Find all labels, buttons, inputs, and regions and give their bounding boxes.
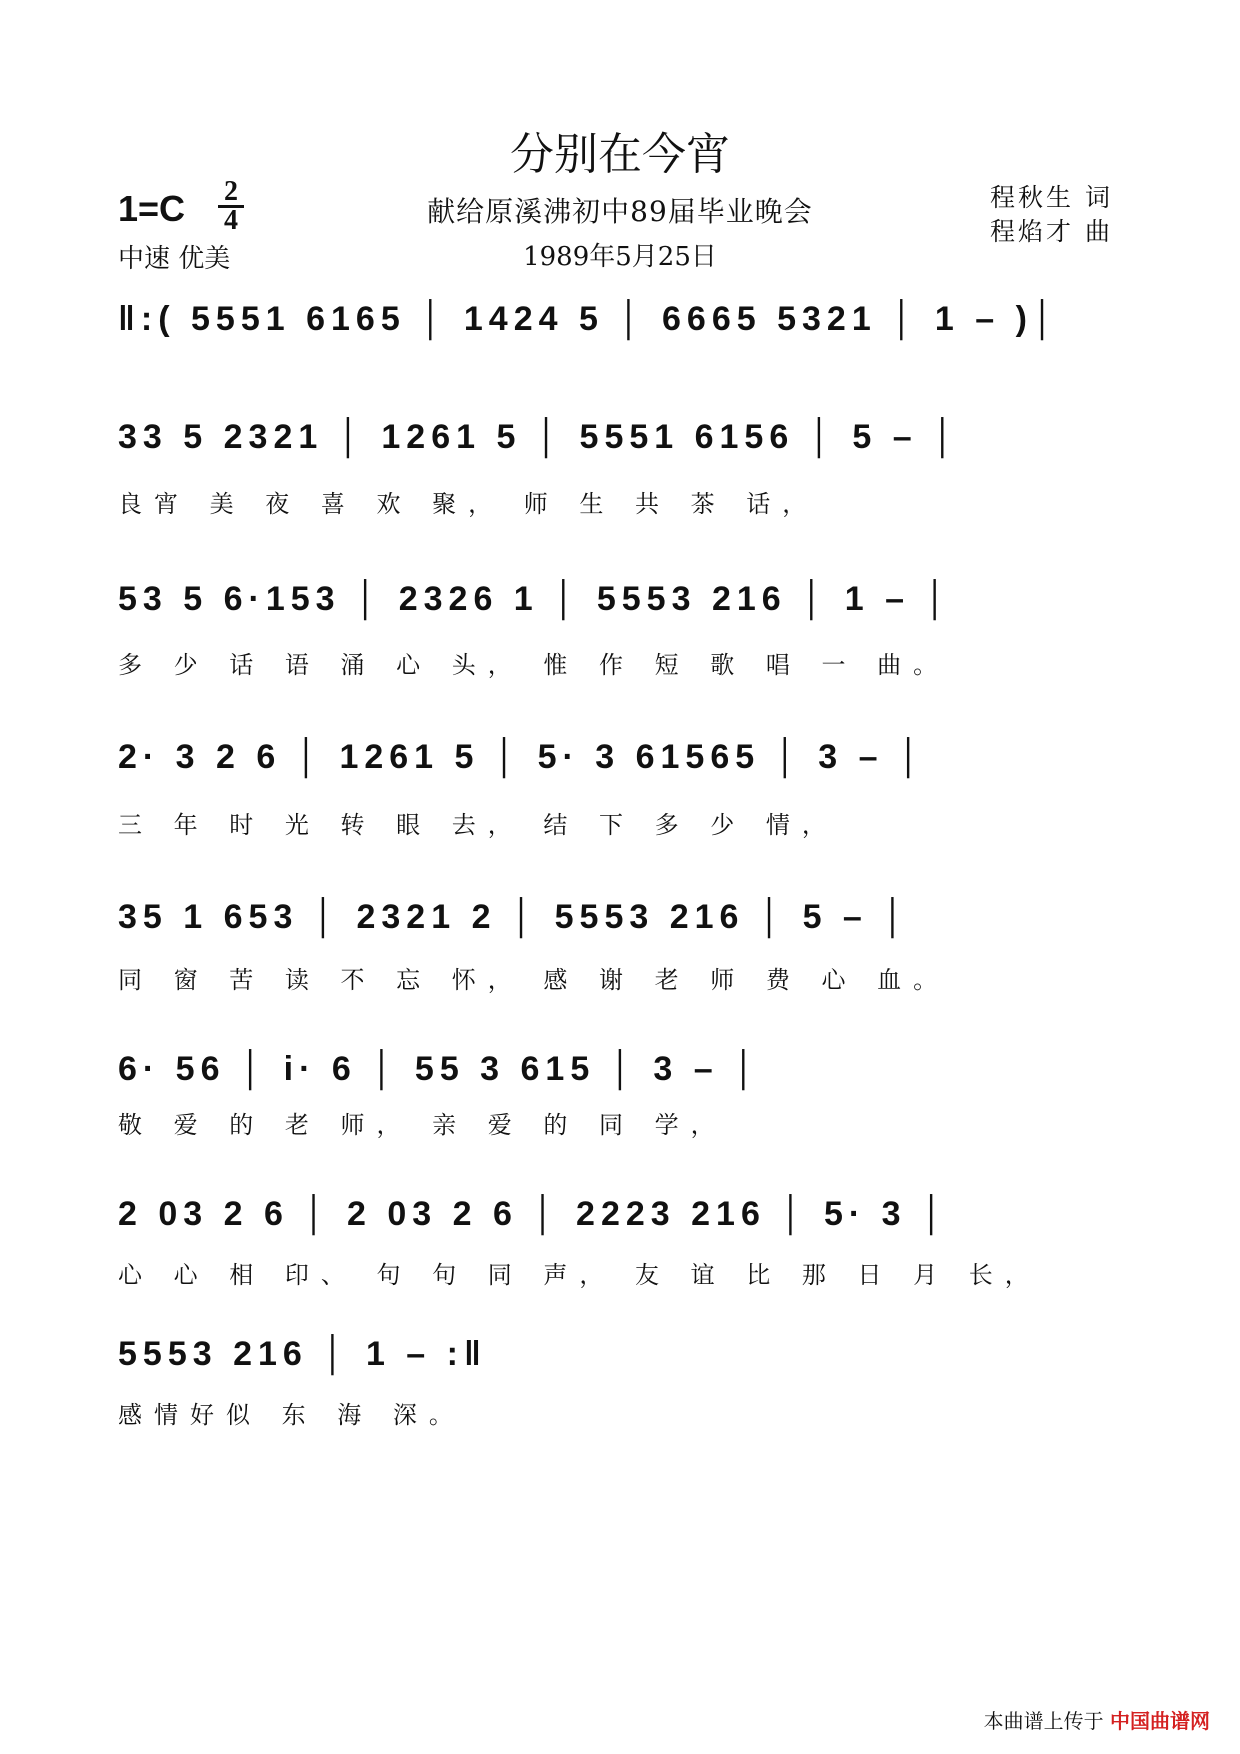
notes-row-5: 35 1 653 │ 2321 2 │ 5553 216 │ 5 – │: [118, 898, 911, 936]
key-signature: 1=C: [118, 188, 186, 229]
lyrics-row-3: 多 少 话 语 涌 心 头， 惟 作 短 歌 唱 一 曲。: [118, 651, 950, 679]
footer-watermark: [984, 1705, 1210, 1734]
notes-row-4: 2· 3 2 6 │ 1261 5 │ 5· 3 61565 │ 3 – │: [118, 738, 927, 776]
notes-row-6: 6· 56 │ i· 6 │ 55 3 615 │ 3 – │: [118, 1050, 762, 1088]
dedication-text: 献给原溪沸初中89届毕业晚会: [427, 195, 813, 228]
lyrics-row-8: 感情好似 东 海 深。: [118, 1401, 465, 1429]
lyrics-row-7: 心 心 相 印、 句 句 同 声， 友 谊 比 那 日 月 长，: [118, 1261, 1041, 1289]
footer-prefix: 本曲谱上传于: [983, 1709, 1104, 1733]
notes-row-2: 33 5 2321 │ 1261 5 │ 5551 6156 │ 5 – │: [118, 418, 961, 456]
lyrics-row-6: 敬 爱 的 老 师， 亲 爱 的 同 学，: [118, 1111, 727, 1139]
date-text: 1989年5月25日: [523, 242, 717, 272]
notes-row-7: 2 03 2 6 │ 2 03 2 6 │ 2223 216 │ 5· 3 │: [118, 1195, 950, 1233]
lyrics-row-5: 同 窗 苦 读 不 忘 怀， 感 谢 老 师 费 心 血。: [118, 966, 950, 994]
notes-row-3: 53 5 6·153 │ 2326 1 │ 5553 216 │ 1 – │: [118, 580, 953, 618]
composer-credit: 程焰才 曲: [990, 217, 1113, 246]
footer-brand: 中国曲谱网: [1110, 1709, 1210, 1733]
lyrics-row-4: 三 年 时 光 转 眼 去， 结 下 多 少 情，: [118, 811, 838, 839]
song-title: 分别在今宵: [510, 129, 730, 180]
notes-row-8: 5553 216 │ 1 – :‖: [118, 1335, 487, 1373]
notes-row-1: ‖:( 5551 6165 │ 1424 5 │ 6665 5321 │ 1 – )│: [118, 300, 1061, 338]
time-signature-bottom: 4: [224, 205, 238, 236]
tempo-marking: 中速 优美: [118, 244, 231, 274]
time-signature-top: 2: [224, 176, 238, 207]
lyrics-row-2: 良宵 美 夜 喜 欢 聚， 师 生 共 茶 话，: [118, 490, 819, 518]
lyricist-credit: 程秋生 词: [990, 183, 1113, 212]
